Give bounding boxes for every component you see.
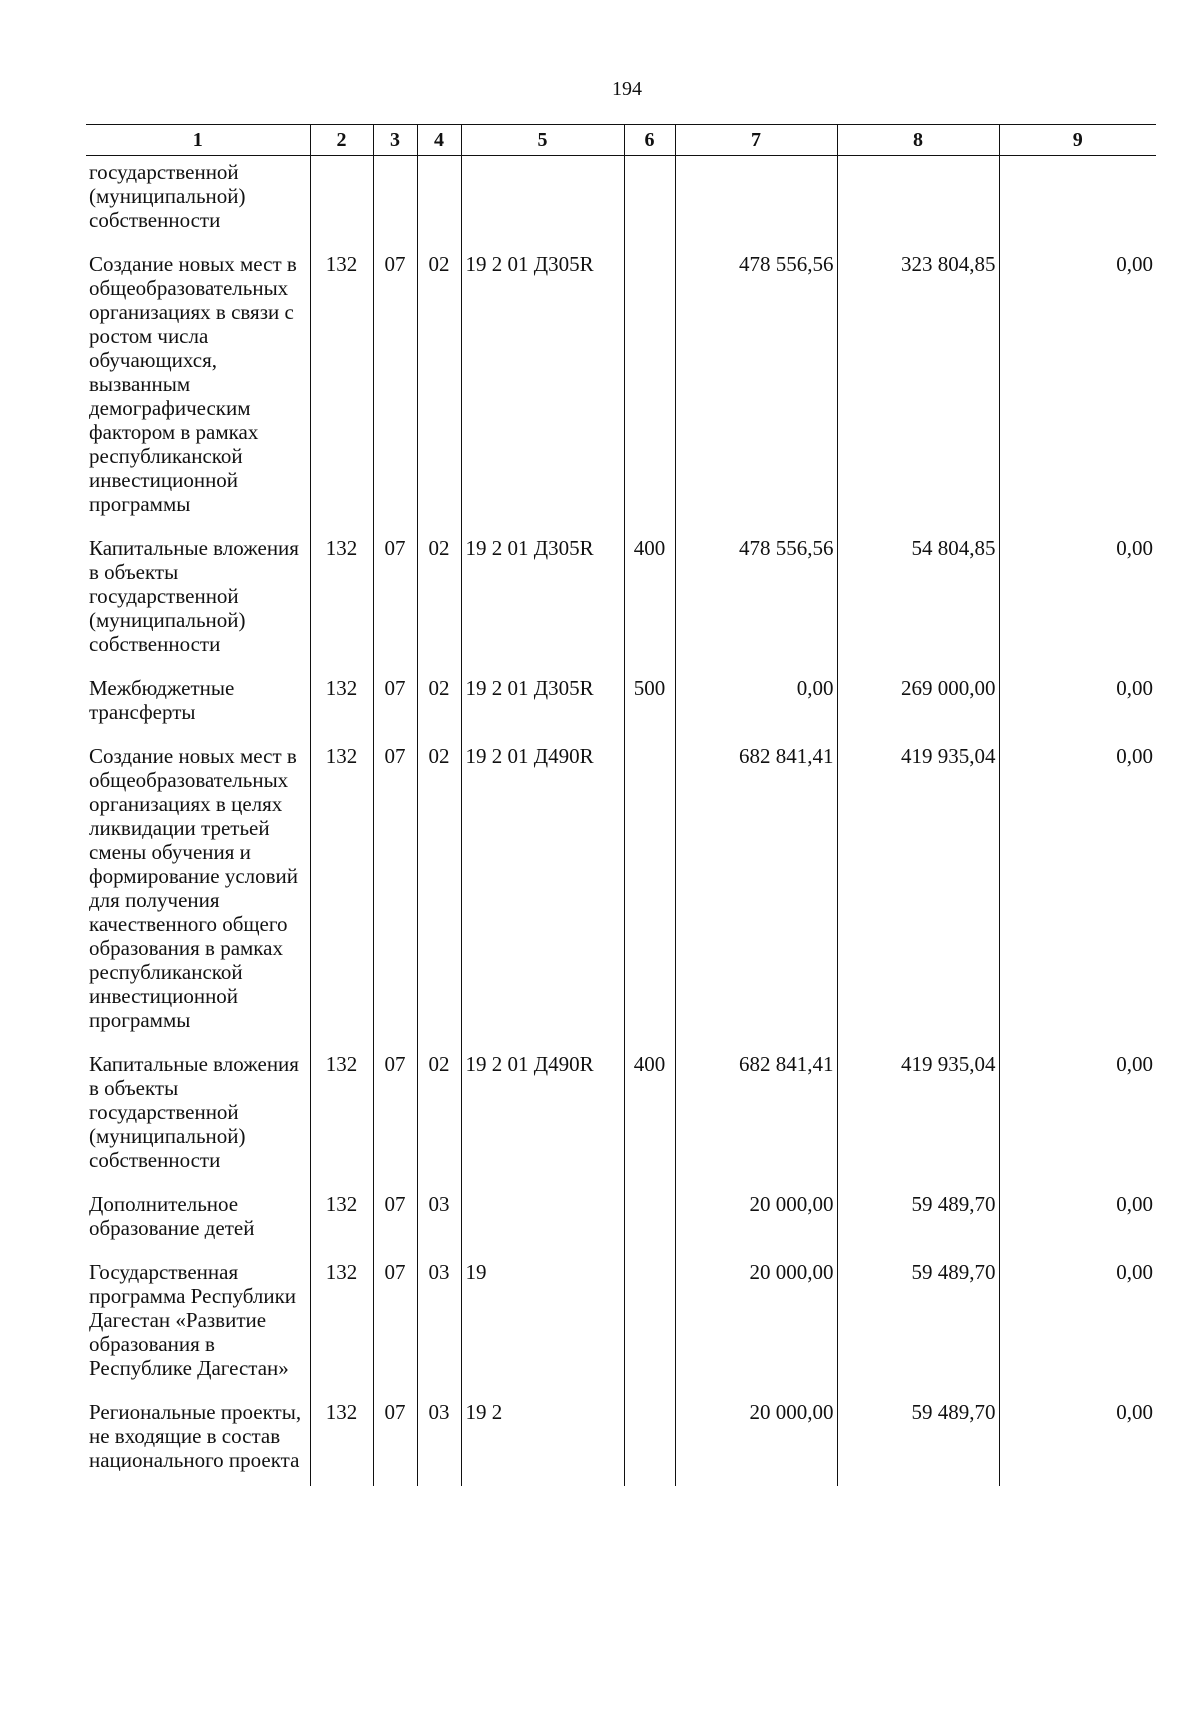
row-amount-7: 20 000,00 xyxy=(675,1250,837,1390)
row-amount-9: 0,00 xyxy=(999,666,1156,734)
row-amount-7: 478 556,56 xyxy=(675,526,837,666)
row-ministry-code: 132 xyxy=(310,1182,373,1250)
table-header-row xyxy=(86,125,1156,156)
row-ministry-code xyxy=(310,156,373,243)
row-amount-9: 0,00 xyxy=(999,242,1156,526)
row-amount-8: 419 935,04 xyxy=(837,734,999,1042)
row-amount-7: 682 841,41 xyxy=(675,734,837,1042)
row-ministry-code: 132 xyxy=(310,1390,373,1486)
row-name: Дополнительное образование детей xyxy=(89,1192,255,1240)
column-header: 5 xyxy=(461,125,624,156)
row-expense-type: 500 xyxy=(624,666,675,734)
row-amount-9: 0,00 xyxy=(999,526,1156,666)
row-subsection-code: 03 xyxy=(417,1182,461,1250)
row-amount-8: 419 935,04 xyxy=(837,1042,999,1182)
row-ministry-code: 132 xyxy=(310,526,373,666)
row-section-code: 07 xyxy=(373,1182,417,1250)
row-target-code: 19 2 01 Д305R xyxy=(461,666,624,734)
row-amount-8: 59 489,70 xyxy=(837,1250,999,1390)
row-target-code: 19 2 01 Д305R xyxy=(461,242,624,526)
row-name: государственной (муниципальной) собственности xyxy=(89,160,246,232)
row-target-code: 19 2 01 Д490R xyxy=(461,1042,624,1182)
row-section-code: 07 xyxy=(373,1250,417,1390)
row-amount-7 xyxy=(675,156,837,243)
row-section-code: 07 xyxy=(373,526,417,666)
column-header: 8 xyxy=(837,125,999,156)
row-amount-9 xyxy=(999,156,1156,243)
row-subsection-code: 02 xyxy=(417,666,461,734)
table-row xyxy=(86,1250,1156,1390)
row-amount-7: 20 000,00 xyxy=(675,1182,837,1250)
row-subsection-code: 02 xyxy=(417,1042,461,1182)
row-amount-8: 269 000,00 xyxy=(837,666,999,734)
table-row xyxy=(86,526,1156,666)
row-amount-8: 59 489,70 xyxy=(837,1390,999,1486)
row-name: Региональные проекты, не входящие в состав национального проекта xyxy=(89,1400,302,1472)
row-section-code: 07 xyxy=(373,666,417,734)
row-amount-9: 0,00 xyxy=(999,1390,1156,1486)
row-target-code: 19 2 01 Д305R xyxy=(461,526,624,666)
column-header: 4 xyxy=(417,125,461,156)
row-amount-9: 0,00 xyxy=(999,1250,1156,1390)
row-amount-8: 54 804,85 xyxy=(837,526,999,666)
row-section-code: 07 xyxy=(373,1042,417,1182)
row-section-code xyxy=(373,156,417,243)
row-expense-type xyxy=(624,1390,675,1486)
row-expense-type xyxy=(624,242,675,526)
row-amount-8: 323 804,85 xyxy=(837,242,999,526)
row-name: Капитальные вложения в объекты государственной (муниципальной) собственности xyxy=(89,536,299,656)
column-header: 2 xyxy=(310,125,373,156)
row-ministry-code: 132 xyxy=(310,1250,373,1390)
budget-table-container xyxy=(86,124,1156,1486)
column-header: 7 xyxy=(675,125,837,156)
row-expense-type xyxy=(624,1182,675,1250)
table-row xyxy=(86,1182,1156,1250)
row-section-code: 07 xyxy=(373,734,417,1042)
row-name: Государственная программа Республики Дагестан «Развитие образования в Республике Дагестан» xyxy=(89,1260,297,1380)
row-subsection-code xyxy=(417,156,461,243)
column-header: 1 xyxy=(86,125,310,156)
row-ministry-code: 132 xyxy=(310,666,373,734)
row-expense-type: 400 xyxy=(624,1042,675,1182)
table-row xyxy=(86,242,1156,526)
row-target-code xyxy=(461,1182,624,1250)
table-row xyxy=(86,734,1156,1042)
row-name: Создание новых мест в общеобразовательных организациях в связи с ростом числа обучающихся, вызванным демографическим фактором в рамках республиканской инвестиционной программы xyxy=(89,252,297,516)
row-amount-8 xyxy=(837,156,999,243)
row-subsection-code: 02 xyxy=(417,242,461,526)
row-name: Создание новых мест в общеобразовательных организациях в целях ликвидации третьей смены обучения и формирование условий для получения качественного общего образования в рамках республиканской инвестиционной программы xyxy=(89,744,299,1032)
row-amount-9: 0,00 xyxy=(999,1182,1156,1250)
row-target-code xyxy=(461,156,624,243)
row-expense-type xyxy=(624,734,675,1042)
column-header: 6 xyxy=(624,125,675,156)
row-subsection-code: 02 xyxy=(417,734,461,1042)
row-amount-7: 682 841,41 xyxy=(675,1042,837,1182)
column-header: 9 xyxy=(999,125,1156,156)
table-row xyxy=(86,1042,1156,1182)
page-number: 194 xyxy=(612,78,642,100)
row-name: Межбюджетные трансферты xyxy=(89,676,235,724)
row-expense-type: 400 xyxy=(624,526,675,666)
row-subsection-code: 02 xyxy=(417,526,461,666)
row-subsection-code: 03 xyxy=(417,1250,461,1390)
row-target-code: 19 xyxy=(461,1250,624,1390)
row-ministry-code: 132 xyxy=(310,1042,373,1182)
table-row xyxy=(86,156,1156,243)
row-name: Капитальные вложения в объекты государственной (муниципальной) собственности xyxy=(89,1052,299,1172)
row-amount-7: 0,00 xyxy=(675,666,837,734)
row-section-code: 07 xyxy=(373,242,417,526)
column-header: 3 xyxy=(373,125,417,156)
budget-table xyxy=(86,124,1156,1486)
row-amount-7: 478 556,56 xyxy=(675,242,837,526)
row-target-code: 19 2 xyxy=(461,1390,624,1486)
table-row xyxy=(86,666,1156,734)
row-ministry-code: 132 xyxy=(310,734,373,1042)
row-amount-9: 0,00 xyxy=(999,734,1156,1042)
row-target-code: 19 2 01 Д490R xyxy=(461,734,624,1042)
row-ministry-code: 132 xyxy=(310,242,373,526)
row-subsection-code: 03 xyxy=(417,1390,461,1486)
row-amount-7: 20 000,00 xyxy=(675,1390,837,1486)
row-expense-type xyxy=(624,1250,675,1390)
row-section-code: 07 xyxy=(373,1390,417,1486)
row-amount-9: 0,00 xyxy=(999,1042,1156,1182)
row-expense-type xyxy=(624,156,675,243)
row-amount-8: 59 489,70 xyxy=(837,1182,999,1250)
table-row xyxy=(86,1390,1156,1486)
